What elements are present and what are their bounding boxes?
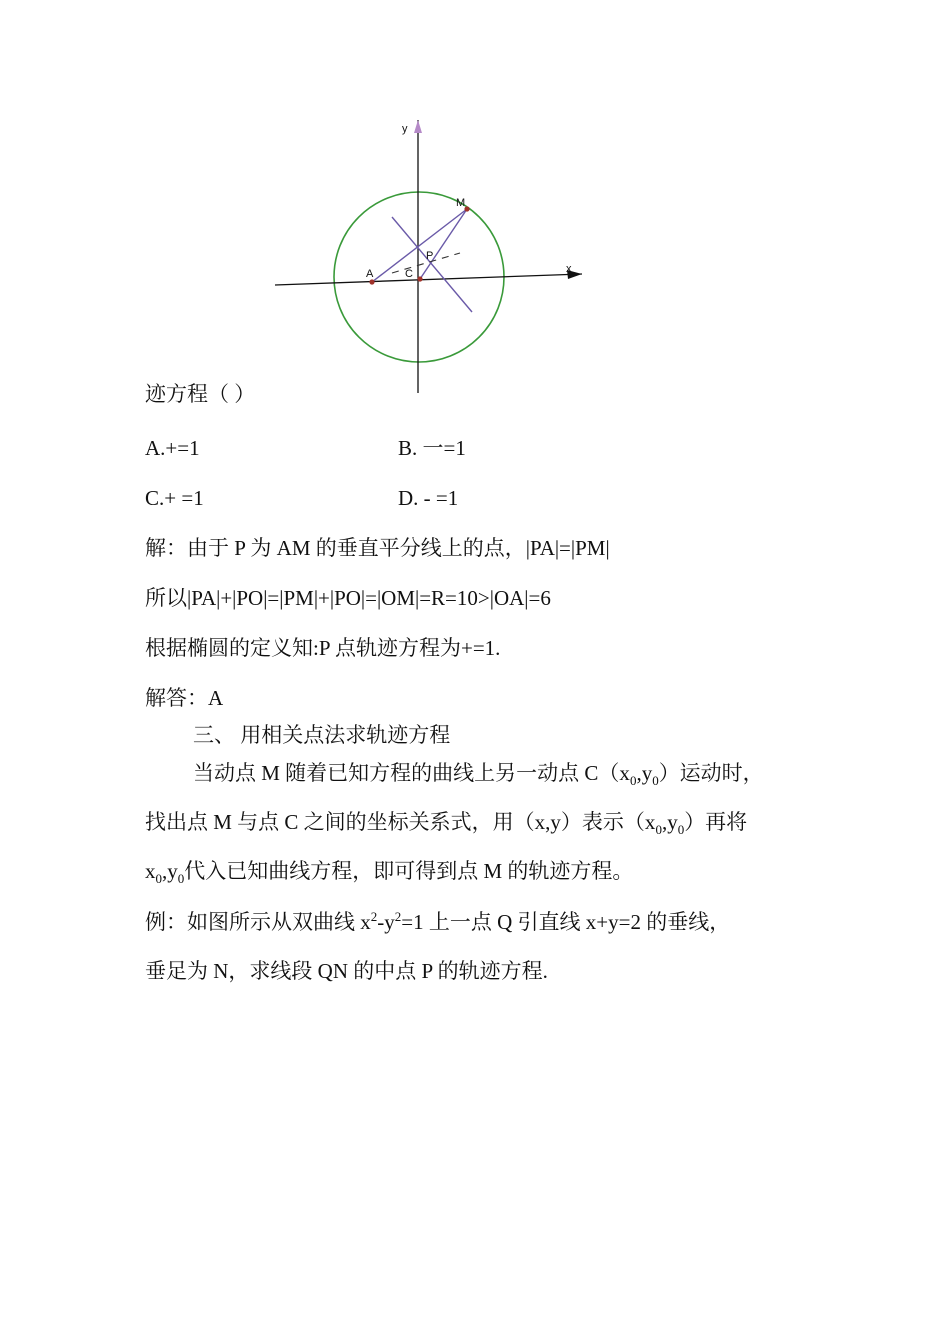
solution-answer: 解答：A [145,686,224,710]
option-b: B. 一=1 [398,436,466,460]
label-x: x [566,263,572,275]
option-d: D. - =1 [398,486,459,510]
label-a: A [366,268,374,280]
question-tail: 迹方程（ ） [145,382,256,406]
section-paragraph-line-1: 当动点 M 随着已知方程的曲线上另一动点 $C(x_0,y_0)$运动时， [193,761,764,789]
point-a [369,279,374,284]
label-p: P [426,250,434,262]
option-c: C.+ =1 [145,486,204,510]
x-axis [275,274,582,285]
point-c [417,276,422,281]
y-axis-arrow [414,120,422,133]
circle-diagram [270,115,590,400]
option-a: A.+=1 [145,436,200,460]
segment-am [372,209,467,282]
label-y: y [402,123,408,135]
solution-line-2: 所以|PA|+|PO|=|PM|+|PO|=|OM|=R=10>|OA|=6 [145,586,551,610]
section-paragraph-line-3: $x_0,y_0$代入已知曲线方程，即可得到点 M 的轨迹方程。 [145,859,634,887]
example-line-2: 垂足为 N，求线段 QN 的中点 P 的轨迹方程. [145,959,548,983]
perpendicular-bisector [392,217,472,312]
label-c: C [405,268,413,280]
geometry-figure [270,115,590,400]
segment-mc [420,209,467,279]
solution-line-3: 根据椭圆的定义知:P 点轨迹方程为+=1. [145,636,501,660]
label-m: M [456,197,466,209]
section-heading: 三、 用相关点法求轨迹方程 [193,723,451,747]
point-m [464,206,469,211]
example-line-1: 例：如图所示从双曲线 $x^2-y^2=1$ 上一点 Q 引直线 x+y=2 的垂线， [145,909,731,934]
solution-line-1: 解：由于 P 为 AM 的垂直平分线上的点，|PA|=|PM| [145,536,610,560]
section-paragraph-line-2: 找出点 M 与点 C 之间的坐标关系式，用（x,y）表示$(x_0,y_0)$再将 [145,810,748,838]
